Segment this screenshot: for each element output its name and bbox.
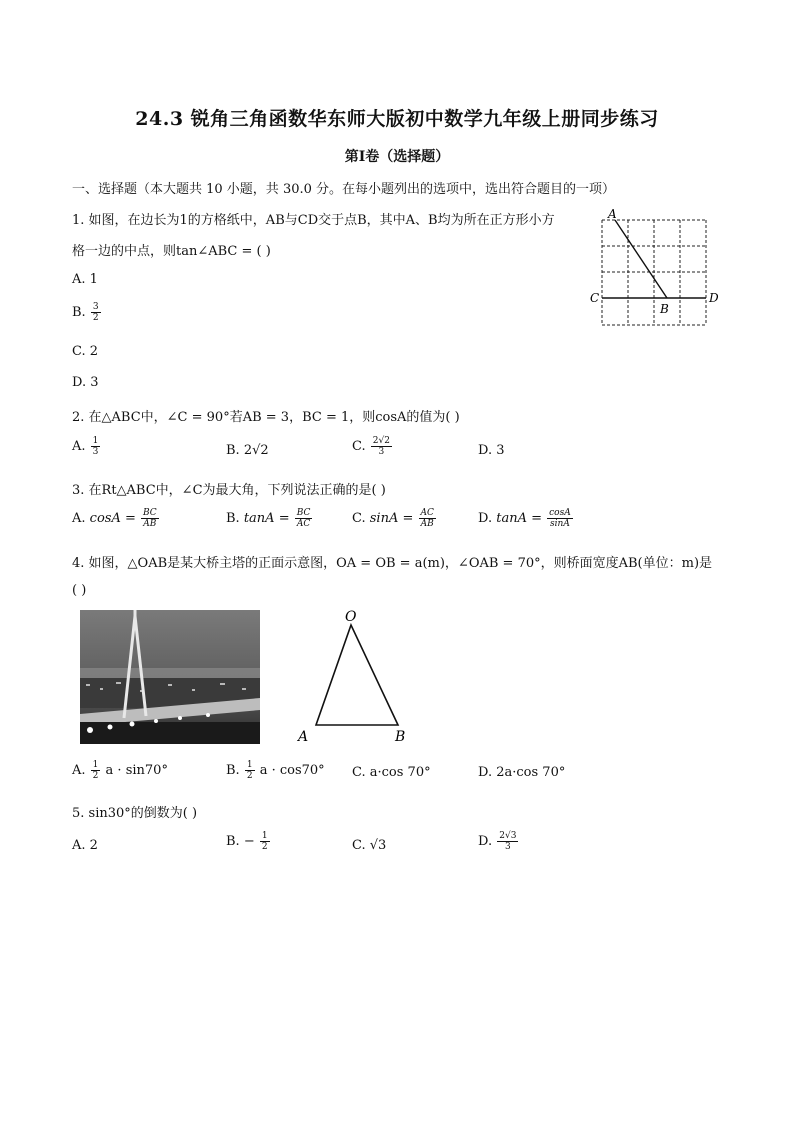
option-letter: A. bbox=[72, 838, 86, 853]
option-letter: D. bbox=[478, 765, 493, 780]
q2-option-b[interactable] bbox=[226, 443, 269, 458]
page-title: 24.3 锐角三角函数华东师大版初中数学九年级上册同步练习 bbox=[135, 108, 659, 130]
option-prefix: tanA = bbox=[243, 511, 290, 526]
option-prefix: − bbox=[243, 834, 255, 849]
option-fraction bbox=[371, 436, 392, 457]
option-value: 3 bbox=[496, 443, 505, 458]
option-fraction bbox=[547, 508, 573, 529]
q4-option-c[interactable] bbox=[352, 765, 431, 780]
line-ab bbox=[615, 220, 667, 298]
fraction-denominator: 2 bbox=[92, 771, 99, 781]
option-letter: B. bbox=[72, 305, 86, 320]
q2-option-d[interactable] bbox=[478, 443, 505, 458]
fraction-denominator: AB bbox=[420, 519, 434, 529]
option-fraction bbox=[419, 508, 436, 529]
option-value: 3 bbox=[90, 375, 99, 390]
label-a: A bbox=[298, 729, 309, 745]
option-prefix: sinA = bbox=[369, 511, 414, 526]
fraction-numerator: 1 bbox=[246, 760, 253, 770]
q3-option-d[interactable] bbox=[478, 508, 574, 529]
q1-option-c[interactable] bbox=[72, 344, 98, 359]
fraction-numerator: 3 bbox=[92, 302, 99, 312]
q4-triangle-figure bbox=[292, 605, 417, 747]
fraction-numerator: AC bbox=[420, 508, 434, 518]
q1-stem-line1: 1. 如图，在边长为1的方格纸中，AB与CD交于点B，其中A、B均为所在正方形小方 bbox=[72, 213, 555, 228]
option-fraction bbox=[497, 831, 518, 852]
option-fraction bbox=[245, 760, 255, 781]
label-d: D bbox=[709, 291, 719, 305]
q2-option-c[interactable] bbox=[352, 436, 393, 457]
option-letter: C. bbox=[72, 344, 86, 359]
bridge-photo bbox=[80, 610, 260, 744]
q4-stem-line2: ( ) bbox=[72, 583, 87, 598]
q1-option-b[interactable] bbox=[72, 302, 102, 323]
fraction-numerator: BC bbox=[143, 508, 157, 518]
fraction-denominator: 3 bbox=[92, 447, 99, 457]
q5-option-d[interactable] bbox=[478, 831, 519, 852]
q1-grid-figure bbox=[588, 205, 728, 330]
option-letter: A. bbox=[72, 439, 86, 454]
option-suffix: a · cos70° bbox=[259, 763, 325, 778]
q3-option-a[interactable] bbox=[72, 508, 160, 529]
fraction-numerator: 2√3 bbox=[499, 831, 517, 841]
fraction-numerator: 1 bbox=[92, 760, 99, 770]
option-fraction bbox=[91, 760, 101, 781]
label-a: A bbox=[608, 207, 617, 221]
fraction-numerator: BC bbox=[296, 508, 311, 518]
fraction-denominator: 3 bbox=[504, 842, 511, 852]
option-letter: C. bbox=[352, 511, 366, 526]
section-header: 一、选择题（本大题共 10 小题，共 30.0 分。在每小题列出的选项中，选出符合题目的一项） bbox=[72, 182, 616, 197]
q3-option-b[interactable] bbox=[226, 508, 313, 529]
label-b: B bbox=[395, 729, 406, 745]
fraction-denominator: 2 bbox=[261, 842, 268, 852]
option-suffix: a · sin70° bbox=[105, 763, 168, 778]
option-letter: D. bbox=[72, 375, 87, 390]
option-letter: A. bbox=[72, 763, 86, 778]
fraction-numerator: cosA bbox=[549, 508, 571, 518]
fraction-denominator: 3 bbox=[378, 447, 385, 457]
fraction-denominator: 2 bbox=[92, 313, 99, 323]
option-value: 2a·cos 70° bbox=[496, 765, 566, 780]
page-subtitle: 第Ⅰ卷（选择题） bbox=[344, 149, 450, 165]
q4-stem-line1: 4. 如图，△OAB是某大桥主塔的正面示意图，OA = OB = a(m)，∠OAB = 70°，则桥面宽度AB(单位：m)是 bbox=[72, 556, 713, 571]
q5-option-a[interactable] bbox=[72, 838, 98, 853]
label-b: B bbox=[660, 302, 669, 316]
fraction-denominator: 2 bbox=[246, 771, 253, 781]
option-value: 2√2 bbox=[243, 443, 269, 458]
triangle-oab bbox=[316, 625, 398, 725]
option-fraction bbox=[260, 831, 270, 852]
fraction-numerator: 2√2 bbox=[372, 436, 390, 446]
fraction-denominator: AC bbox=[296, 519, 311, 529]
option-value: 1 bbox=[89, 272, 98, 287]
q2-stem: 2. 在△ABC中，∠C = 90°若AB = 3，BC = 1，则cosA的值为( ) bbox=[72, 410, 460, 425]
q1-option-a[interactable] bbox=[72, 272, 98, 287]
q5-option-c[interactable] bbox=[352, 838, 386, 853]
option-letter: D. bbox=[478, 834, 493, 849]
fraction-denominator: AB bbox=[143, 519, 157, 529]
q2-option-a[interactable] bbox=[72, 436, 101, 457]
option-fraction bbox=[141, 508, 159, 529]
q4-option-a[interactable] bbox=[72, 760, 168, 781]
option-fraction bbox=[91, 302, 101, 323]
option-letter: B. bbox=[226, 443, 240, 458]
option-letter: C. bbox=[352, 838, 366, 853]
q5-option-b[interactable] bbox=[226, 831, 271, 852]
q1-stem-line2: 格一边的中点，则tan∠ABC = ( ) bbox=[72, 244, 271, 259]
option-letter: D. bbox=[478, 443, 493, 458]
q5-stem: 5. sin30°的倒数为( ) bbox=[72, 806, 198, 821]
option-letter: D. bbox=[478, 511, 493, 526]
q4-option-d[interactable] bbox=[478, 765, 565, 780]
option-prefix: tanA = bbox=[496, 511, 542, 526]
grid-lines bbox=[602, 220, 706, 325]
option-value: 2 bbox=[89, 838, 98, 853]
option-letter: C. bbox=[352, 439, 366, 454]
label-o: O bbox=[345, 609, 357, 625]
option-value: a·cos 70° bbox=[369, 765, 431, 780]
option-letter: A. bbox=[72, 272, 86, 287]
q3-option-c[interactable] bbox=[352, 508, 437, 529]
option-letter: A. bbox=[72, 511, 86, 526]
option-fraction bbox=[295, 508, 313, 529]
fraction-numerator: 1 bbox=[92, 436, 99, 446]
label-c: C bbox=[590, 291, 600, 305]
q1-option-d[interactable] bbox=[72, 375, 99, 390]
option-letter: B. bbox=[226, 834, 240, 849]
option-letter: B. bbox=[226, 511, 240, 526]
fraction-denominator: sinA bbox=[550, 519, 570, 529]
option-fraction bbox=[91, 436, 101, 457]
q4-option-b[interactable] bbox=[226, 760, 325, 781]
fraction-numerator: 1 bbox=[261, 831, 268, 841]
q3-stem: 3. 在Rt△ABC中，∠C为最大角，下列说法正确的是( ) bbox=[72, 483, 386, 498]
option-letter: C. bbox=[352, 765, 366, 780]
option-value: 2 bbox=[89, 344, 99, 359]
option-prefix: cosA = bbox=[89, 511, 136, 526]
option-letter: B. bbox=[226, 763, 240, 778]
option-value: √3 bbox=[369, 838, 387, 853]
